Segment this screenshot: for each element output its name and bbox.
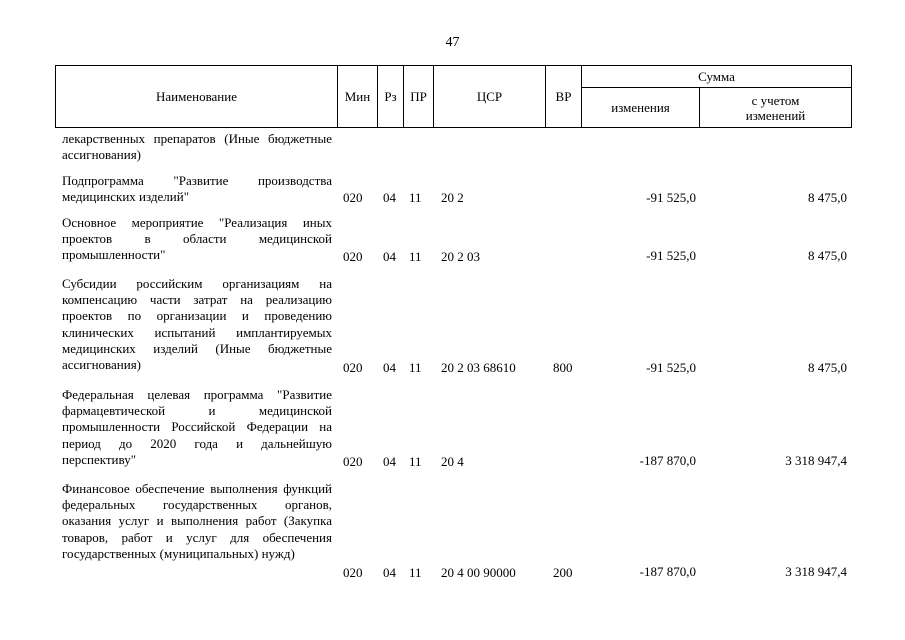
row-rz: 04	[383, 565, 396, 580]
row-change: -91 525,0	[646, 190, 696, 205]
row-name: лекарственных препаратов (Иные бюджетные ассигнования)	[62, 131, 332, 163]
header-with-change-line1: с учетом	[751, 92, 800, 108]
row-total: 8 475,0	[808, 248, 847, 263]
row-name: Финансовое обеспечение выполнения функций федеральных государственных органов, оказания услуг и выполнения работ (Закупка товаров, работ и услуг для обеспечения государственных (муниципальных) нужд)	[62, 481, 332, 561]
row-total: 8 475,0	[808, 360, 847, 375]
table-header	[55, 65, 852, 128]
row-pr: 11	[409, 360, 422, 375]
row-pr: 11	[409, 249, 422, 264]
row-pr: 11	[409, 565, 422, 580]
row-total: 3 318 947,4	[785, 564, 847, 579]
row-csr: 20 2 03 68610	[441, 360, 516, 375]
header-change: изменения	[582, 88, 700, 128]
row-pr: 11	[409, 190, 422, 205]
row-rz: 04	[383, 360, 396, 375]
row-change: -91 525,0	[646, 248, 696, 263]
page-number: 47	[445, 35, 460, 50]
row-min: 020	[343, 565, 363, 580]
row-csr: 20 4	[441, 454, 464, 469]
row-min: 020	[343, 190, 363, 205]
row-total: 8 475,0	[808, 190, 847, 205]
row-min: 020	[343, 360, 363, 375]
row-rz: 04	[383, 249, 396, 264]
row-change: -187 870,0	[639, 564, 696, 579]
row-csr: 20 2 03	[441, 249, 480, 264]
header-with-change-line2: изменений	[745, 107, 806, 123]
row-name: Федеральная целевая программа "Развитие фармацевтической и медицинской промышленности Российской Федерации на период до 2020 года и дальнейшую перспективу"	[62, 387, 332, 467]
row-min: 020	[343, 454, 363, 469]
header-csr: ЦСР	[434, 66, 546, 128]
row-min: 020	[343, 249, 363, 264]
header-name: Наименование	[56, 66, 338, 128]
row-name: Основное мероприятие "Реализация иных проектов в области медицинской промышленности"	[62, 215, 332, 263]
row-csr: 20 2	[441, 190, 464, 205]
header-sum: Сумма	[582, 66, 852, 88]
row-name: Субсидии российским организациям на компенсацию части затрат на реализацию проектов по организации и проведению клинических испытаний имплантируемых медицинских изделий (Иные бюджетные ассигнования)	[62, 276, 332, 373]
header-vr: ВР	[546, 66, 582, 128]
row-vr: 800	[553, 360, 573, 375]
row-vr: 200	[553, 565, 573, 580]
row-rz: 04	[383, 190, 396, 205]
row-csr: 20 4 00 90000	[441, 565, 516, 580]
row-change: -187 870,0	[639, 453, 696, 468]
row-rz: 04	[383, 454, 396, 469]
header-rz: Рз	[378, 66, 404, 128]
row-name: Подпрограмма "Развитие производства медицинских изделий"	[62, 173, 332, 205]
header-pr: ПР	[404, 66, 434, 128]
header-min: Мин	[338, 66, 378, 128]
row-pr: 11	[409, 454, 422, 469]
header-with-change	[700, 88, 852, 128]
row-change: -91 525,0	[646, 360, 696, 375]
row-total: 3 318 947,4	[785, 453, 847, 468]
